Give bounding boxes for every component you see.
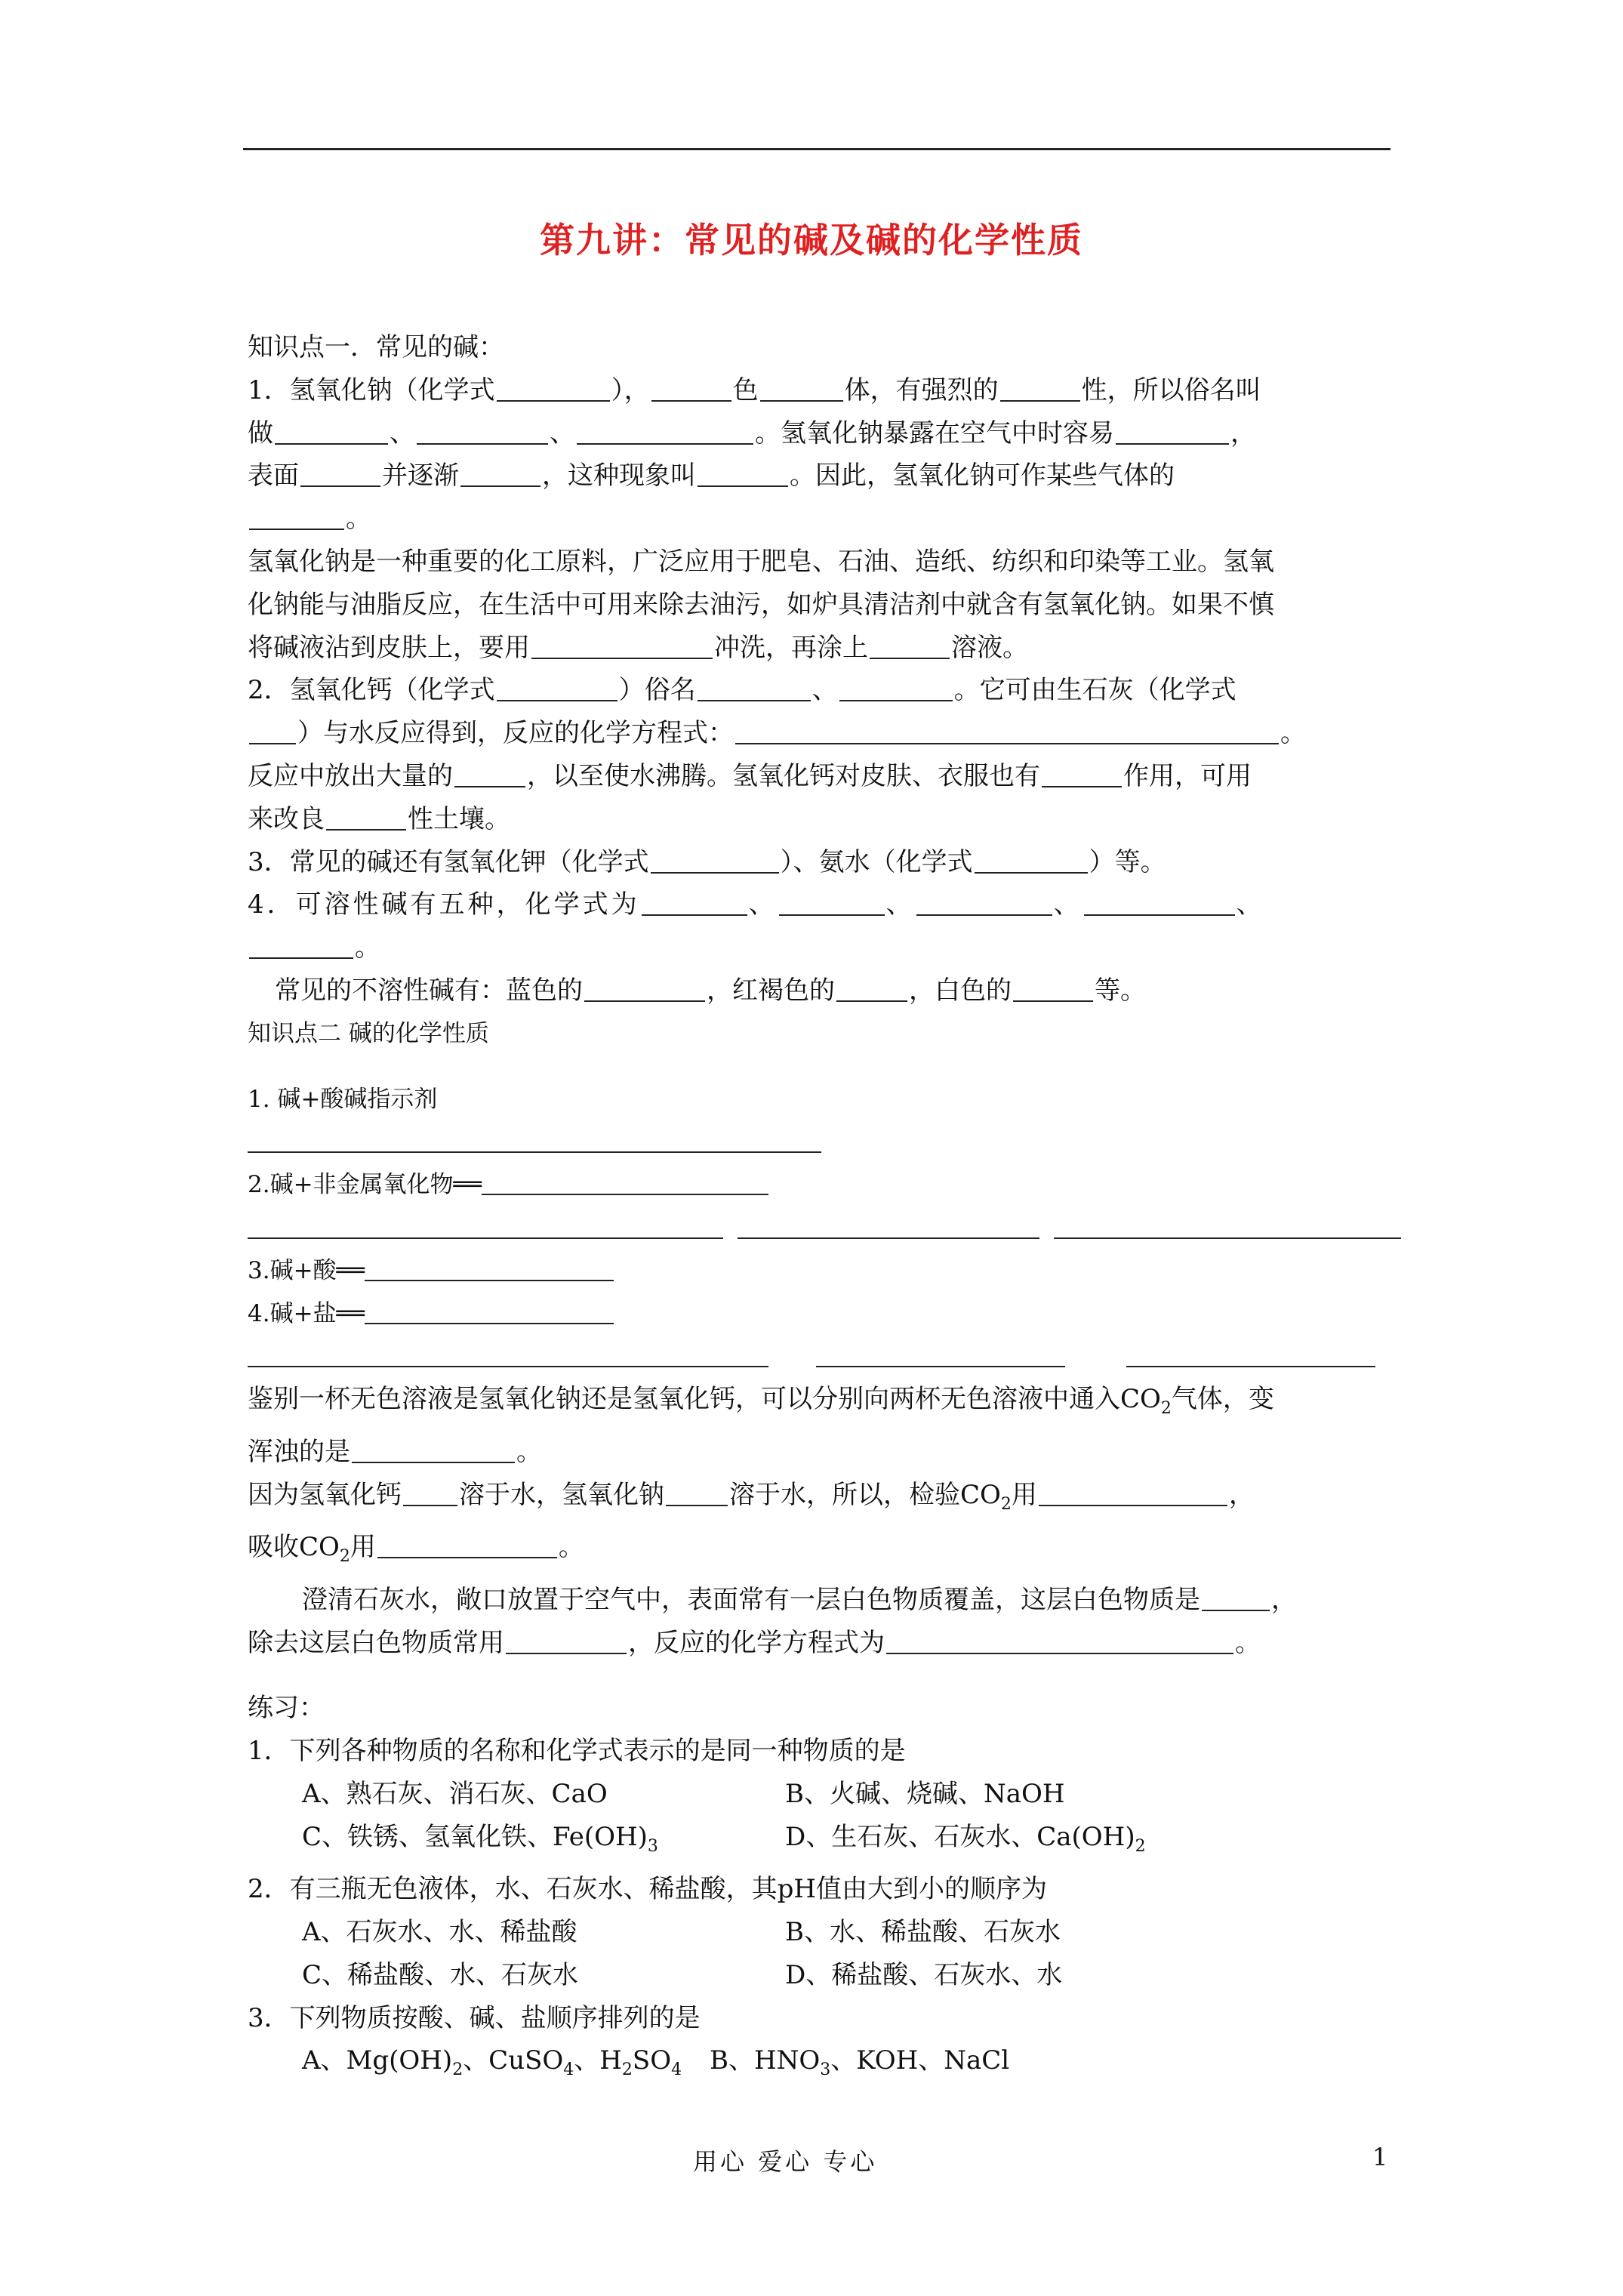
answer-blank[interactable]	[666, 1482, 728, 1506]
text-line: 做 、 、 。氢氧化钠暴露在空气中时容易 ，	[248, 418, 1256, 448]
rule-line	[248, 1120, 1387, 1163]
text-line: ）与水反应得到，反应的化学方程式： 。	[248, 712, 1387, 755]
text-line: 4.碱+盐══	[248, 1293, 1387, 1336]
text-line: 来改良 性土壤。	[248, 803, 510, 834]
answer-blank[interactable]	[779, 892, 885, 916]
answer-blank[interactable]	[460, 463, 540, 487]
section-heading: 知识点二 碱的化学性质	[248, 1019, 489, 1047]
answer-line[interactable]	[482, 1171, 768, 1195]
option-d[interactable]: D、生石灰、石灰水、$Ca(OH)_2$	[785, 1821, 1146, 1856]
option-c[interactable]: C、铁锈、氢氧化铁、$Fe(OH)_3$	[302, 1821, 658, 1856]
option-d[interactable]: D、稀盐酸、石灰水、水	[785, 1959, 1063, 1990]
text-line: 吸收$CO_2$用 。	[248, 1532, 584, 1566]
answer-blank[interactable]	[352, 1439, 515, 1463]
answer-blank[interactable]	[836, 978, 907, 1002]
text-line: 常见的不溶性碱有：蓝色的 ，红褐色的 ，白色的 等。	[275, 975, 1146, 1006]
answer-blank[interactable]	[497, 677, 617, 701]
answer-blank[interactable]	[1039, 1482, 1227, 1506]
answer-blank[interactable]	[975, 849, 1088, 874]
option-row	[248, 1773, 1387, 1816]
text-line: 3.碱+酸══	[248, 1250, 1387, 1293]
answer-blank[interactable]	[454, 763, 525, 787]
answer-blank[interactable]	[417, 421, 548, 445]
text-line: 2.碱+非金属氧化物══	[248, 1163, 1387, 1207]
question: 2．有三瓶无色液体，水、石灰水、稀盐酸，其pH值由大到小的顺序为	[248, 1874, 1048, 1905]
text-line: 表面 并逐渐 ，这种现象叫 。因此，氢氧化钠可作某些气体的	[248, 461, 1175, 492]
answer-blank[interactable]	[577, 421, 753, 445]
section-heading: 知识点一．常见的碱：	[248, 332, 504, 362]
text-line: 1. 碱+酸碱指示剂	[248, 1085, 438, 1113]
answer-blank[interactable]	[300, 463, 380, 487]
answer-line[interactable]	[365, 1300, 614, 1324]
text-line: 氢氧化钠是一种重要的化工原料，广泛应用于肥皂、石油、造纸、纺织和印染等工业。氢氧	[248, 546, 1274, 577]
answer-blank[interactable]	[916, 892, 1052, 916]
answer-blank[interactable]	[651, 849, 779, 874]
footer-text: 用心 爱心 专心	[693, 2147, 878, 2176]
answer-blank[interactable]	[698, 677, 811, 701]
answer-blank[interactable]	[249, 506, 344, 530]
document-body	[248, 326, 1387, 2092]
answer-blank[interactable]	[584, 978, 705, 1002]
text-line: 3．常见的碱还有氢氧化钾（化学式 ）、氨水（化学式 ）等。	[248, 846, 1166, 877]
header-rule	[243, 148, 1390, 150]
text-line: 浑浊的是 。	[248, 1436, 542, 1467]
answer-line[interactable]	[248, 1215, 723, 1239]
text-line: 1．氢氧化钠（化学式 ）， 色 体，有强烈的 性，所以俗名叫	[248, 374, 1261, 405]
answer-blank[interactable]	[1202, 1587, 1270, 1611]
question: 1．下列各种物质的名称和化学式表示的是同一种物质的是	[248, 1736, 906, 1767]
question: 3．下列物质按酸、碱、盐顺序排列的是	[248, 2002, 701, 2033]
option-row	[248, 1911, 1387, 1954]
rule-line	[248, 1335, 1387, 1378]
answer-line[interactable]	[365, 1257, 614, 1281]
answer-blank[interactable]	[1000, 378, 1080, 402]
text-line: 2．氢氧化钙（化学式 ）俗名 、 。它可由生石灰（化学式	[248, 675, 1236, 706]
option-b[interactable]: B、水、稀盐酸、石灰水	[785, 1917, 1061, 1948]
answer-blank[interactable]	[275, 421, 388, 445]
text-line: 澄清石灰水，敞口放置于空气中，表面常有一层白色物质覆盖，这层白色物质是 ，	[302, 1584, 1297, 1615]
option-b[interactable]: B、$HNO_3$、KOH、NaCl	[710, 2045, 1010, 2080]
option-row	[248, 2039, 1387, 2092]
text-line: 因为氢氧化钙 溶于水，氢氧化钠 溶于水，所以，检验$CO_2$用 ，	[248, 1479, 1255, 1514]
section-heading: 练习：	[248, 1693, 325, 1724]
answer-blank[interactable]	[1042, 763, 1122, 787]
rule-line	[248, 1207, 1387, 1250]
text-line: 4．可溶性碱有五种，化学式为 、 、 、 、	[248, 889, 1265, 920]
option-a[interactable]: A、$Mg(OH)_2$、CuSO$_4$、$H_2SO_4$	[302, 2045, 682, 2080]
answer-line[interactable]	[1054, 1215, 1401, 1239]
option-row	[248, 1954, 1387, 1997]
answer-blank[interactable]	[1013, 978, 1093, 1002]
option-row	[248, 1816, 1387, 1869]
answer-blank[interactable]	[249, 720, 296, 744]
answer-blank[interactable]	[870, 635, 950, 659]
answer-blank[interactable]	[642, 892, 747, 916]
answer-blank[interactable]	[886, 1630, 1233, 1654]
option-b[interactable]: B、火碱、烧碱、NaOH	[785, 1778, 1065, 1809]
answer-blank[interactable]	[651, 378, 731, 402]
text-line: 。	[248, 498, 1387, 541]
text-line: 。	[248, 926, 1387, 969]
answer-blank[interactable]	[1084, 892, 1235, 916]
answer-line[interactable]	[816, 1343, 1065, 1367]
text-line: 鉴别一杯无色溶液是氢氧化钠还是氢氧化钙，可以分别向两杯无色溶液中通入$CO_2$气体，变	[248, 1384, 1274, 1418]
answer-blank[interactable]	[403, 1482, 457, 1506]
page-title: 第九讲：常见的碱及碱的化学性质	[540, 220, 1083, 260]
option-c[interactable]: C、稀盐酸、水、石灰水	[302, 1959, 579, 1990]
answer-blank[interactable]	[326, 806, 406, 831]
text-line: 将碱液沾到皮肤上，要用 冲洗，再涂上 溶液。	[248, 632, 1028, 663]
answer-blank[interactable]	[377, 1534, 557, 1558]
answer-blank[interactable]	[249, 935, 353, 959]
page-number: 1	[1372, 2143, 1388, 2171]
answer-blank[interactable]	[497, 378, 610, 402]
option-a[interactable]: A、熟石灰、消石灰、CaO	[302, 1778, 608, 1809]
answer-blank[interactable]	[1116, 421, 1229, 445]
answer-line[interactable]	[1126, 1343, 1375, 1367]
answer-line[interactable]	[248, 1129, 821, 1153]
text-line: 化钠能与油脂反应，在生活中可用来除去油污，如炉具清洁剂中就含有氢氧化钠。如果不慎	[248, 589, 1274, 620]
answer-blank[interactable]	[698, 463, 788, 487]
answer-line[interactable]	[248, 1343, 768, 1367]
answer-blank[interactable]	[760, 378, 843, 402]
text-line: 反应中放出大量的 ，以至使水沸腾。氢氧化钙对皮肤、衣服也有 作用，可用	[248, 760, 1252, 791]
answer-blank[interactable]	[735, 720, 1279, 744]
answer-blank[interactable]	[506, 1630, 627, 1654]
answer-blank[interactable]	[531, 635, 713, 659]
answer-blank[interactable]	[839, 677, 953, 701]
answer-line[interactable]	[738, 1215, 1039, 1239]
text-line: 除去这层白色物质常用 ，反应的化学方程式为 。	[248, 1627, 1261, 1658]
option-a[interactable]: A、石灰水、水、稀盐酸	[302, 1917, 577, 1948]
